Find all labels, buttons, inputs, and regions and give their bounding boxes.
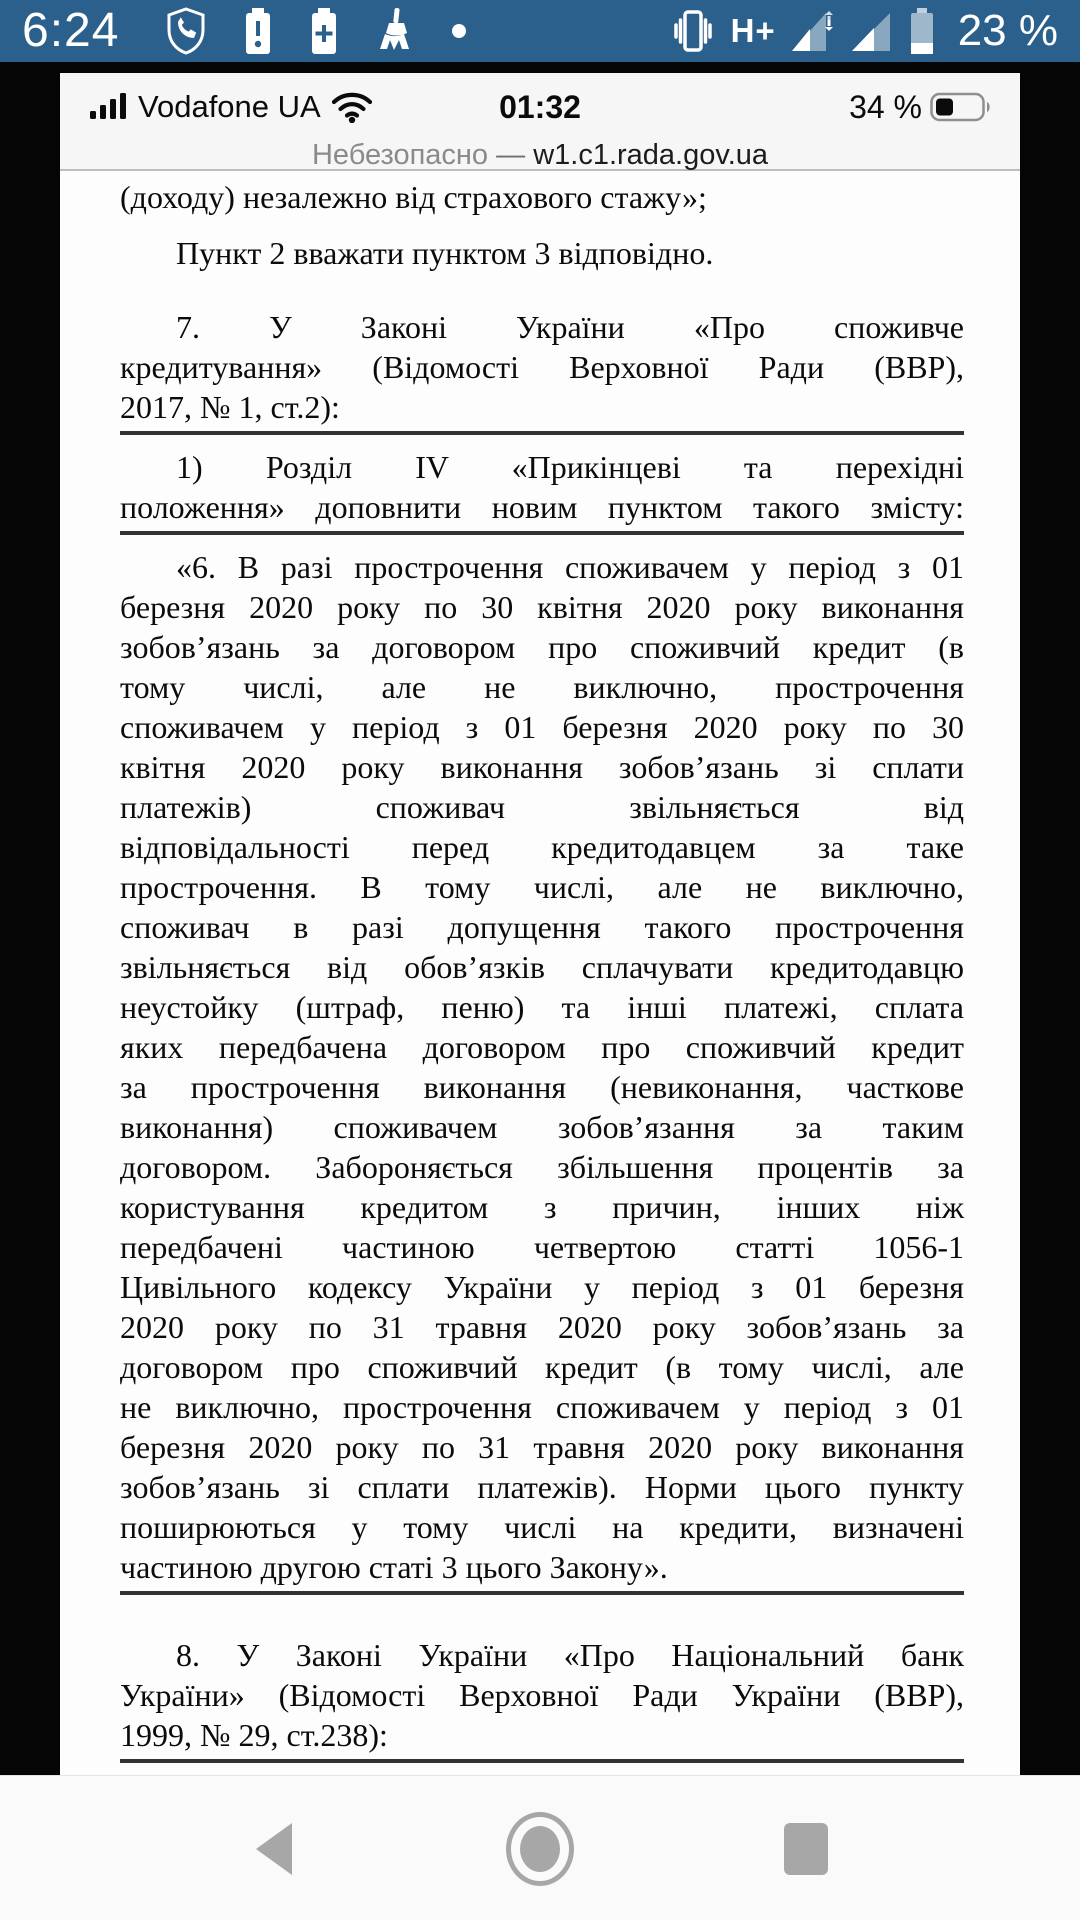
clean-broom-icon xyxy=(375,7,415,55)
paragraph-item-8: 8. У Законі України «Про Національний банк України» (Відомості Верховної Ради України (ВВР), 1999, № 29, ст.238): xyxy=(120,1637,964,1753)
back-button[interactable] xyxy=(239,1809,309,1889)
recents-button[interactable] xyxy=(771,1809,841,1889)
paragraph-continuation: (доходу) незалежно від страхового стажу»; xyxy=(120,179,707,215)
recents-square-icon xyxy=(784,1823,828,1875)
home-button[interactable] xyxy=(505,1809,575,1889)
android-nav-bar xyxy=(0,1775,1080,1920)
paragraph-point-2: Пункт 2 вважати пунктом 3 відповідно. xyxy=(176,235,714,271)
android-status-bar xyxy=(0,0,1080,62)
carrier-label: Vodafone UA xyxy=(138,89,321,124)
back-triangle-icon xyxy=(256,1823,292,1875)
document-page xyxy=(60,171,1020,1775)
shield-phone-icon xyxy=(165,7,207,55)
paragraph-subitem-1: 1) Розділ IV «Прикінцеві та перехідні положення» доповнити новим пунктом такого змісту: xyxy=(120,449,964,525)
safari-url-bar[interactable] xyxy=(60,135,1020,172)
url-separator: — xyxy=(496,139,526,171)
android-system-icons xyxy=(671,6,1058,56)
android-clock: 6:24 xyxy=(22,4,120,57)
screenshot-viewer-background xyxy=(0,62,1080,1775)
section-divider xyxy=(120,531,964,535)
battery-alert-icon xyxy=(243,7,273,55)
battery-icon xyxy=(908,7,936,55)
vibrate-icon xyxy=(671,7,715,55)
android-battery-percent: 23 % xyxy=(957,6,1058,55)
section-divider xyxy=(120,431,964,435)
signal-icon xyxy=(852,11,892,51)
url-domain: w1.c1.rada.gov.ua xyxy=(533,139,769,171)
section-divider xyxy=(120,1759,964,1763)
ios-status-bar xyxy=(60,73,1020,135)
ios-screenshot xyxy=(60,73,1020,1775)
signal-updown-icon xyxy=(792,11,836,51)
paragraph-item-7: 7. У Законі України «Про споживче кредитування» (Відомості Верховної Ради (ВВР), 2017, № 1, ст.2): xyxy=(120,309,964,425)
android-notification-icons xyxy=(165,7,467,55)
network-type-label: H+ xyxy=(730,12,776,49)
safari-header xyxy=(60,73,1020,171)
security-warning-label: Небезопасно xyxy=(311,139,489,171)
home-circle-icon xyxy=(506,1812,574,1886)
ios-clock: 01:32 xyxy=(499,88,581,125)
ios-battery-percent: 34 % xyxy=(849,88,922,125)
dot-icon xyxy=(451,23,467,39)
section-divider xyxy=(120,1591,964,1595)
paragraph-point-6: «6. В разі прострочення споживачем у період з 01 березня 2020 року по 30 квітня 2020 року виконання зобов’язань за договором про споживчий кредит (в тому числі, але не виключно, прострочення споживачем у період з 01 березня 2020 року по 30 квітня 2020 року виконання зобов’язань зі сплати платежів) споживач звільняється від відповідальності перед кредитодавцем за таке прострочення. В тому числі, але не виключно, споживач в разі допущення такого прострочення звільняється від обов’язків сплачувати кредитодавцю неустойку (штраф, пеню) та інші платежі, сплата яких передбачена договором про споживчий кредит за прострочення виконання (невиконання, часткове виконання) споживачем зобов’язання за таким договором. Забороняється збільшення процентів за користування кредитом з причин, інших ніж передбачені частиною четвертою статті 1056-1 Цивільного кодексу України у період з 01 березня 2020 року по 31 травня 2020 року зобов’язань за договором про споживчий кредит (в тому числі, але не виключно, прострочення споживачем у період з 01 березня 2020 року по 31 травня 2020 року виконання зобов’язань зі сплати платежів). Норми цього пункту поширюються у тому числі на кредити, визначені частиною другою статі 3 цього Закону». xyxy=(120,549,964,1585)
battery-plus-icon xyxy=(309,7,339,55)
